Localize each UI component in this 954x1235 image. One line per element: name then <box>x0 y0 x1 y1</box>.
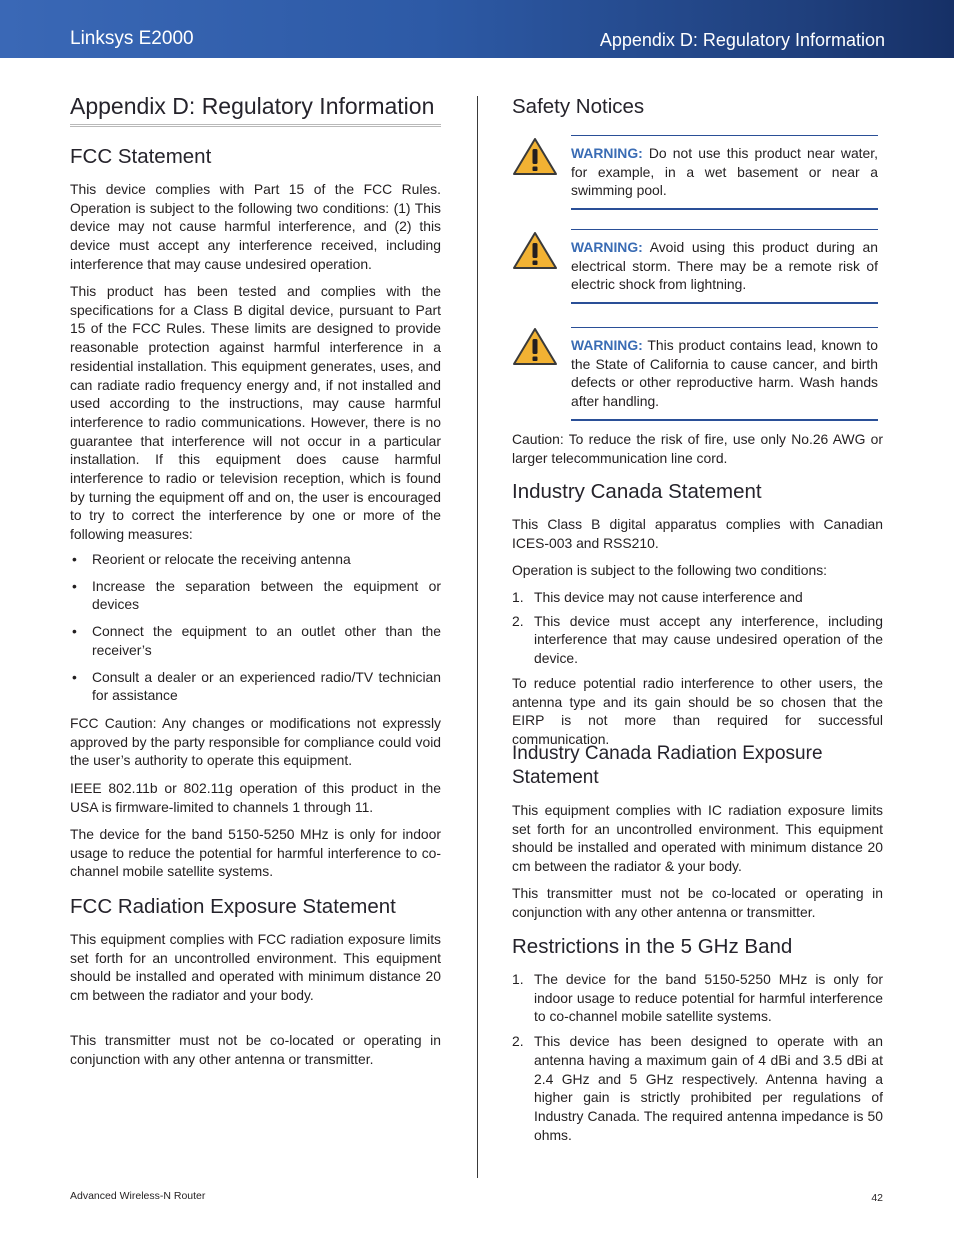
list-item: 1. This device may not cause interference and <box>512 589 803 605</box>
warning-label: WARNING: <box>571 337 643 353</box>
fcc-paragraph-1: This device complies with Part 15 of the FCC Rules. Operation is subject to the following two conditions: (1) This device may not cause harmful interference, and (2) this device must accept any interference received, including interference that may cause undesired operation. <box>70 181 441 272</box>
fcc-measures-list <box>70 550 441 713</box>
list-item: • Connect the equipment to an outlet other than the receiver’s <box>70 622 441 659</box>
warning-text-box <box>571 327 878 421</box>
warning-text: Avoid using this product during an electrical storm. There may be a remote risk of electric shock from lightning. <box>571 239 878 293</box>
warning-text: This product contains lead, known to the State of California to cause cancer, and birth defects or other reproductive harm. Wash hands after handling. <box>571 337 878 410</box>
fcc-radiation-heading: FCC Radiation Exposure Statement <box>70 895 396 918</box>
industry-canada-conditions-list <box>512 588 883 673</box>
warning-label: WARNING: <box>571 145 643 161</box>
industry-canada-radiation-heading: Industry Canada Radiation Exposure Statement <box>512 743 823 788</box>
industry-canada-paragraph-1: This Class B digital apparatus complies with Canadian ICES-003 and RSS210. <box>512 516 883 551</box>
warning-text: Do not use this product near water, for example, in a wet basement or near a swimming pool. <box>571 145 878 199</box>
fcc-radiation-paragraph-2: This transmitter must not be co-located or operating in conjunction with any other antenna or transmitter. <box>70 1032 441 1067</box>
list-item: 2. This device must accept any interference, including interference that may cause undesired operation of the device. <box>512 612 883 667</box>
warning-icon <box>512 327 558 367</box>
industry-canada-radiation-paragraph-1: This equipment complies with IC radiation exposure limits set forth for an uncontrolled environment. This equipment should be installed and operated with minimum distance 20 cm between the radiator & your body. <box>512 802 883 875</box>
warning-label: WARNING: <box>571 239 643 255</box>
fcc-caution: FCC Caution: Any changes or modifications not expressly approved by the party responsible for compliance could void the user’s authority to operate this equipment. <box>70 715 441 769</box>
footer-product-name: Advanced Wireless-N Router <box>70 1190 206 1202</box>
ieee-note: IEEE 802.11b or 802.11g operation of this product in the USA is firmware-limited to channels 1 through 11. <box>70 780 441 815</box>
header-brand: Linksys E2000 <box>70 28 194 49</box>
list-item: • Reorient or relocate the receiving antenna <box>70 550 441 569</box>
list-item: • Increase the separation between the equipment or devices <box>70 577 441 614</box>
page-number: 42 <box>871 1192 883 1204</box>
caution-note: Caution: To reduce the risk of fire, use only No.26 AWG or larger telecommunication line cord. <box>512 431 883 466</box>
fcc-radiation-paragraph-1: This equipment complies with FCC radiation exposure limits set forth for an uncontrolled environment. This equipment should be installed and operated with minimum distance 20 cm between the radiator and your body. <box>70 931 441 1004</box>
safety-notices-heading: Safety Notices <box>512 95 645 118</box>
fcc-statement-heading: FCC Statement <box>70 145 212 168</box>
warning-icon <box>512 137 558 177</box>
warning-text-box <box>571 135 878 210</box>
header-section-title: Appendix D: Regulatory Information <box>599 30 885 50</box>
industry-canada-paragraph-3: To reduce potential radio interference to other users, the antenna type and its gain should be so chosen that the EIRP is not more than required for successful communication. <box>512 675 883 748</box>
restrictions-5ghz-list <box>512 970 883 1149</box>
warning-icon <box>512 231 558 271</box>
column-divider <box>477 96 478 1178</box>
list-item: 1. The device for the band 5150-5250 MHz is only for indoor usage to reduce potential for harmful interference to co-channel mobile satellite systems. <box>512 971 883 1025</box>
warning-text-box <box>571 229 878 304</box>
list-item: • Consult a dealer or an experienced radio/TV technician for assistance <box>70 668 441 705</box>
title-rule <box>70 124 441 127</box>
page-title: Appendix D: Regulatory Information <box>70 93 435 119</box>
industry-canada-heading: Industry Canada Statement <box>512 480 762 503</box>
industry-canada-paragraph-2: Operation is subject to the following two conditions: <box>512 562 828 578</box>
band-note: The device for the band 5150-5250 MHz is only for indoor usage to reduce the potential for harmful interference to co-channel mobile satellite systems. <box>70 826 441 880</box>
restrictions-5ghz-heading: Restrictions in the 5 GHz Band <box>512 935 793 958</box>
list-item: 2. This device has been designed to operate with an antenna having a maximum gain of 4 dBi and 3.5 dBi at 2.4 GHz and 5 GHz respectively. Antenna having a higher gain is strictly prohibited per regulations of Industry Canada. The required antenna impedance is 50 ohms. <box>512 1033 883 1143</box>
page-header <box>0 0 954 58</box>
industry-canada-radiation-paragraph-2: This transmitter must not be co-located or operating in conjunction with any other antenna or transmitter. <box>512 885 883 920</box>
fcc-paragraph-2: This product has been tested and complies with the specifications for a Class B digital device, pursuant to Part 15 of the FCC Rules. These limits are designed to provide reasonable protection against harmful interference in a residential installation. This equipment generates, uses, and can radiate radio frequency energy and, if not installed and used according to the instructions, may cause harmful interference to radio communications. However, there is no guarantee that interference will not occur in a particular installation. If this equipment does cause harmful interference to radio or television reception, which is found by turning the equipment off and on, the user is encouraged to try to correct the interference by one or more of the following measures: <box>70 283 441 543</box>
